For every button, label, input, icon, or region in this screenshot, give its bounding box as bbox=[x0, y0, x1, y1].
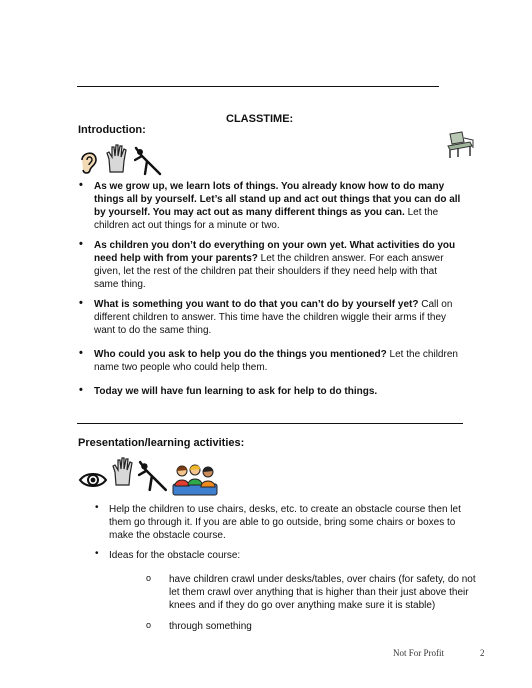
intro-bullet-1-text: Let the children act out things for a minute or two. bbox=[94, 207, 439, 231]
eye-icon bbox=[78, 470, 108, 490]
intro-bullet-1-bold: As we grow up, we learn lots of things. You already know how to do many things all by yourself. Let’s all stand up and act out things that you can do all by yourself. You may act out as many different things as you can. bbox=[94, 181, 461, 218]
top-rule bbox=[77, 86, 439, 87]
bullet-dot: • bbox=[79, 297, 83, 309]
intro-bullet-4-bold: Who could you ask to help you do the things you mentioned? bbox=[94, 349, 387, 360]
bullet-dot: • bbox=[95, 548, 99, 559]
stretching-person-icon bbox=[134, 146, 164, 176]
intro-bullet-4-text: Let the children name two people who could help them. bbox=[94, 349, 458, 373]
intro-bullet-4 bbox=[94, 348, 464, 374]
presentation-bullet-1: Help the children to use chairs, desks, etc. to create an obstacle course then let them go through it. If you are able to go outside, bring some chairs or boxes to make the obstacle course. bbox=[109, 504, 461, 541]
intro-bullet-1 bbox=[94, 180, 464, 232]
intro-bullet-5 bbox=[94, 385, 464, 398]
intro-bullet-3-bold: What is something you want to do that you can’t do by yourself yet? bbox=[94, 299, 419, 310]
footer-text: Not For Profit bbox=[393, 648, 445, 658]
page-number: 2 bbox=[480, 648, 485, 658]
presentation-icon-row bbox=[78, 456, 218, 496]
intro-bullet-5-bold: Today we will have fun learning to ask for help to do things. bbox=[94, 386, 378, 397]
desk-chair-icon bbox=[444, 130, 476, 160]
ear-icon bbox=[78, 148, 100, 176]
stretching-person-icon bbox=[138, 460, 170, 492]
section-rule bbox=[77, 423, 463, 424]
presentation-sub-bullet-2: through something bbox=[169, 621, 252, 632]
presentation-bullet-2: Ideas for the obstacle course: bbox=[109, 550, 241, 561]
introduction-heading: Introduction: bbox=[78, 124, 146, 136]
page-title: CLASSTIME: bbox=[226, 113, 294, 125]
children-group-icon bbox=[172, 462, 218, 496]
intro-icon-row bbox=[78, 144, 168, 176]
sub-bullet-marker: o bbox=[146, 573, 152, 583]
presentation-heading: Presentation/learning activities: bbox=[78, 437, 245, 449]
intro-bullet-3-text: Call on different children to answer. This time have the children wiggle their arms if they want to do the same thing. bbox=[94, 299, 453, 336]
intro-bullet-2-bold: As children you don’t do everything on your own yet. What activities do you need help with from your parents? bbox=[94, 240, 456, 264]
presentation-sub-bullet-1: have children crawl under desks/tables, over chairs (for safety, do not let them crawl over anything that is higher than their just above their knees and if they do go over anything make sure it is stable) bbox=[169, 574, 476, 611]
bullet-dot: • bbox=[79, 238, 83, 250]
intro-bullet-2-text: Let the children answer. For each answer given, let the rest of the children pat their shoulders if they need help with that same thing. bbox=[94, 253, 444, 290]
bullet-dot: • bbox=[95, 502, 99, 513]
bullet-dot: • bbox=[79, 347, 83, 359]
hand-icon bbox=[105, 144, 131, 174]
bullet-dot: • bbox=[79, 179, 83, 191]
sub-bullet-marker: o bbox=[146, 620, 152, 630]
intro-bullet-2 bbox=[94, 239, 464, 291]
hand-icon bbox=[111, 456, 137, 488]
intro-bullet-3 bbox=[94, 298, 464, 337]
bullet-dot: • bbox=[79, 384, 83, 396]
